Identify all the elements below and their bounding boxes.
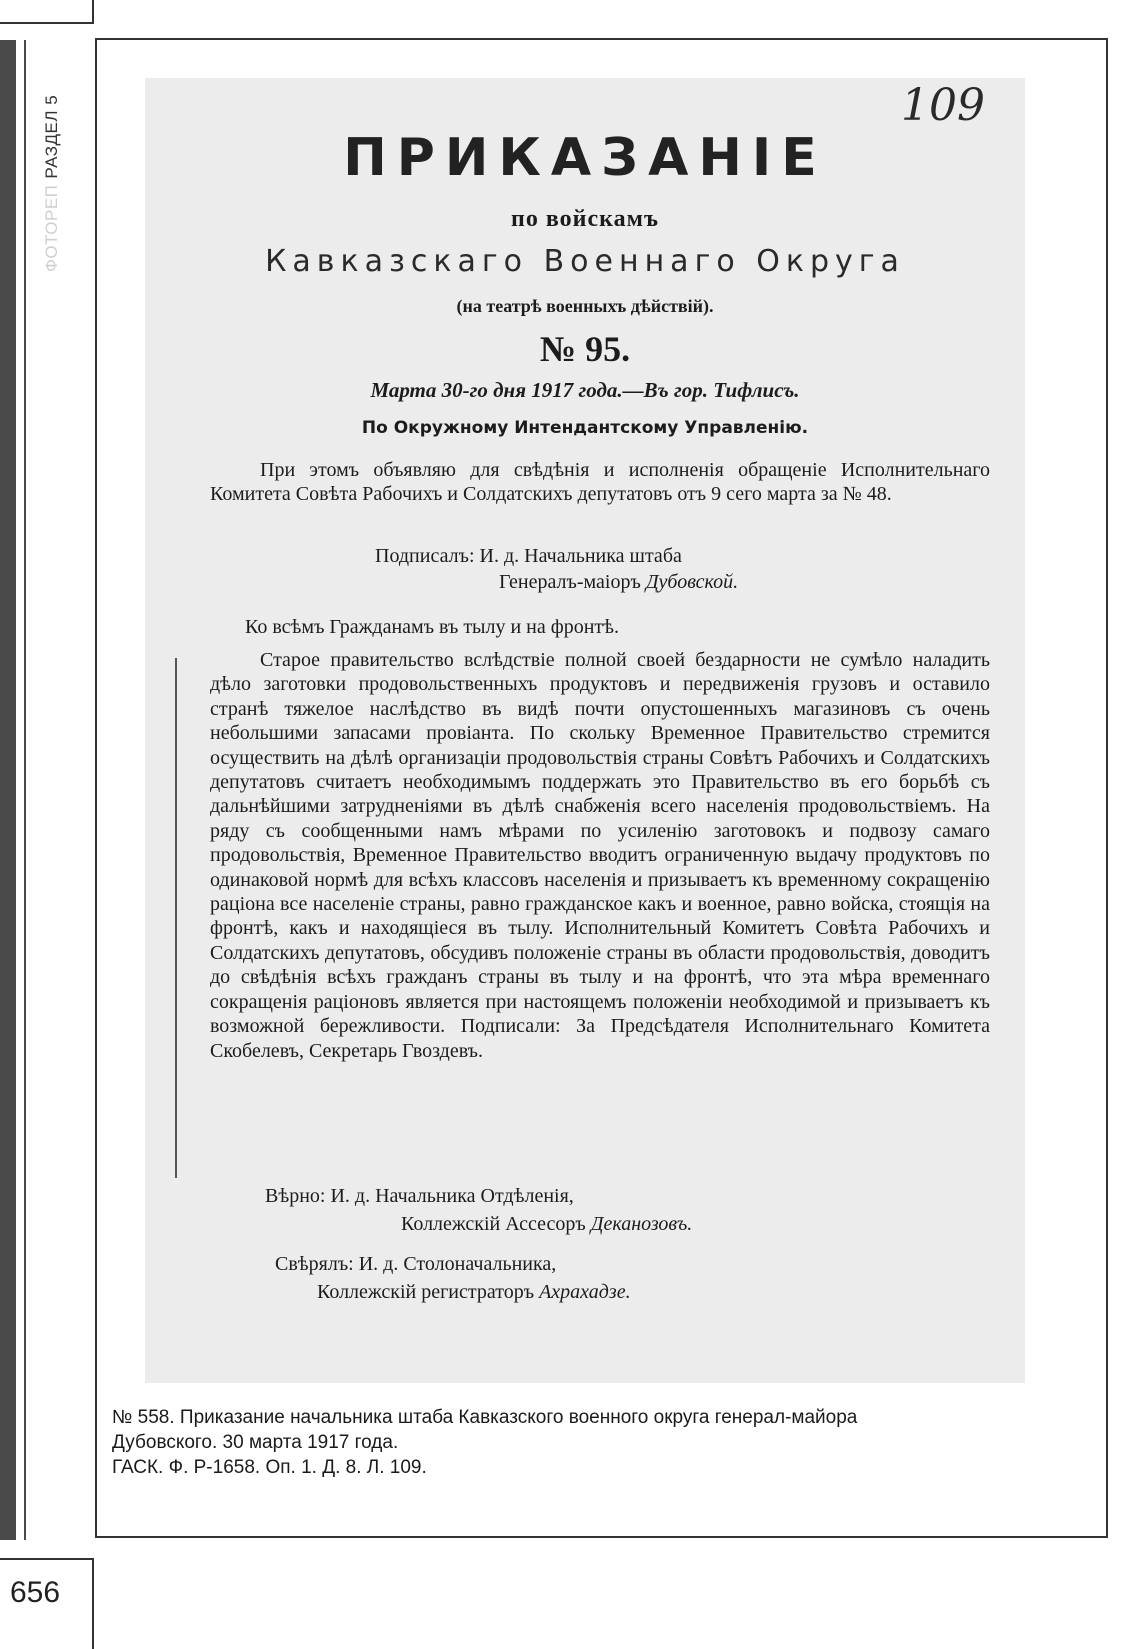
section-label (42, 52, 66, 272)
document-department: По Окружному Интендантскому Управленію. (361, 418, 809, 438)
signature-2-line-1: Вѣрно: И. д. Начальника Отдѣленія, (265, 1185, 574, 1207)
section-label-faded: ФОТОРЕП (42, 184, 61, 272)
top-corner-box (0, 0, 94, 24)
signature-3-rank: Коллежскій регистраторъ (317, 1281, 535, 1303)
signature-1-line-1: Подписалъ: И. д. Начальника штаба (375, 545, 682, 567)
document-subtitle-2: Кавказскаго Военнаго Округа (265, 244, 905, 279)
signature-1-rank: Генералъ-маіоръ (499, 571, 641, 593)
page-number: 656 (10, 1576, 61, 1609)
signature-3-line-1: Свѣрялъ: И. д. Столоначальника, (275, 1253, 557, 1275)
side-line (24, 40, 26, 1540)
signature-2-line-2 (265, 1210, 692, 1238)
archival-document (145, 78, 1025, 1383)
signature-2-name: Деканозовъ. (590, 1213, 693, 1235)
section-label-text: РАЗДЕЛ 5 (42, 94, 61, 179)
signature-1-line-2 (375, 569, 738, 595)
document-subtitle-3: (на театрѣ военныхъ дѣйствій). (456, 296, 714, 316)
document-number: № 95. (539, 329, 631, 369)
signature-block-2 (265, 1182, 692, 1238)
caption-line-3: ГАСК. Ф. Р-1658. Оп. 1. Д. 8. Л. 109. (112, 1457, 427, 1478)
document-date-place: Марта 30-го дня 1917 года.—Въ гор. Тифлисъ. (370, 378, 800, 402)
signature-block-3 (275, 1250, 631, 1306)
document-subtitle-1: по войскамъ (511, 206, 659, 232)
signature-3-name: Ахрахадзе. (539, 1281, 631, 1303)
margin-pencil-mark (175, 658, 177, 1178)
signature-block-1 (375, 543, 738, 595)
signature-3-line-2 (275, 1278, 631, 1306)
document-title: ПРИКАЗАНІЕ (343, 128, 827, 188)
appeal-body: Старое правительство вслѣдствіе полной своей бездарности не сумѣло наладить дѣло заготовки продовольственныхъ продуктовъ и передвиженія грузовъ и оставило странѣ тяжелое наслѣдство въ видѣ почти опустошенныхъ магазиновъ съ очень небольшими запасами провіанта. По скольку Временное Правительство стремится осуществить на дѣлѣ организаціи продовольствія страны Совѣтъ Рабочихъ и Солдатскихъ депутатовъ считаетъ необходимымъ поддержать это Правительство въ его борьбѣ съ дальнѣйшими затрудненіями въ дѣлѣ снабженія всего населенія продовольствіемъ. На ряду съ сообщенными намъ мѣрами по усиленію заготовокъ и подвозу самаго продовольствія, Временное Правительство вводитъ ограниченную выдачу продуктовъ по одинаковой нормѣ для всѣхъ классовъ населенія и призываетъ къ временному сокращенію раціона все населеніе страны, равно гражданское какъ и военное, равно войска, стоящія на фронтѣ, какъ и находящіеся въ тылу. Исполнительный Комитетъ Совѣта Рабочихъ и Солдатскихъ депутатовъ, обсудивъ положеніе страны въ области продовольствія, доводитъ до свѣдѣнія всѣхъ гражданъ страны въ тылу и на фронтѣ, что эта мѣра временнаго сокращенія раціоновъ является при настоящемъ положеніи необходимой и призываетъ къ возможной бережливости. Подписали: За Предсѣдателя Исполнительнаго Комитета Скобелевъ, Секретарь Гвоздевъ. (210, 649, 990, 1062)
caption-line-2: Дубовского. 30 марта 1917 года. (112, 1432, 399, 1453)
figure-caption (112, 1405, 1092, 1480)
appeal-title: Ко всѣмъ Гражданамъ въ тылу и на фронтѣ. (245, 616, 620, 638)
side-strip (0, 40, 16, 1540)
caption-line-1: № 558. Приказание начальника штаба Кавказского военного округа генерал-майора (112, 1407, 858, 1428)
document-intro: При этомъ объявляю для свѣдѣнія и исполненія обращеніе Исполнительнаго Комитета Совѣта Рабочихъ и Солдатскихъ депутатовъ отъ 9 сего марта за № 48. (210, 459, 990, 505)
signature-1-name: Дубовской. (645, 571, 739, 593)
signature-2-rank: Коллежскій Ассесоръ (401, 1213, 586, 1235)
handwritten-sheet-number: 109 (901, 80, 985, 131)
